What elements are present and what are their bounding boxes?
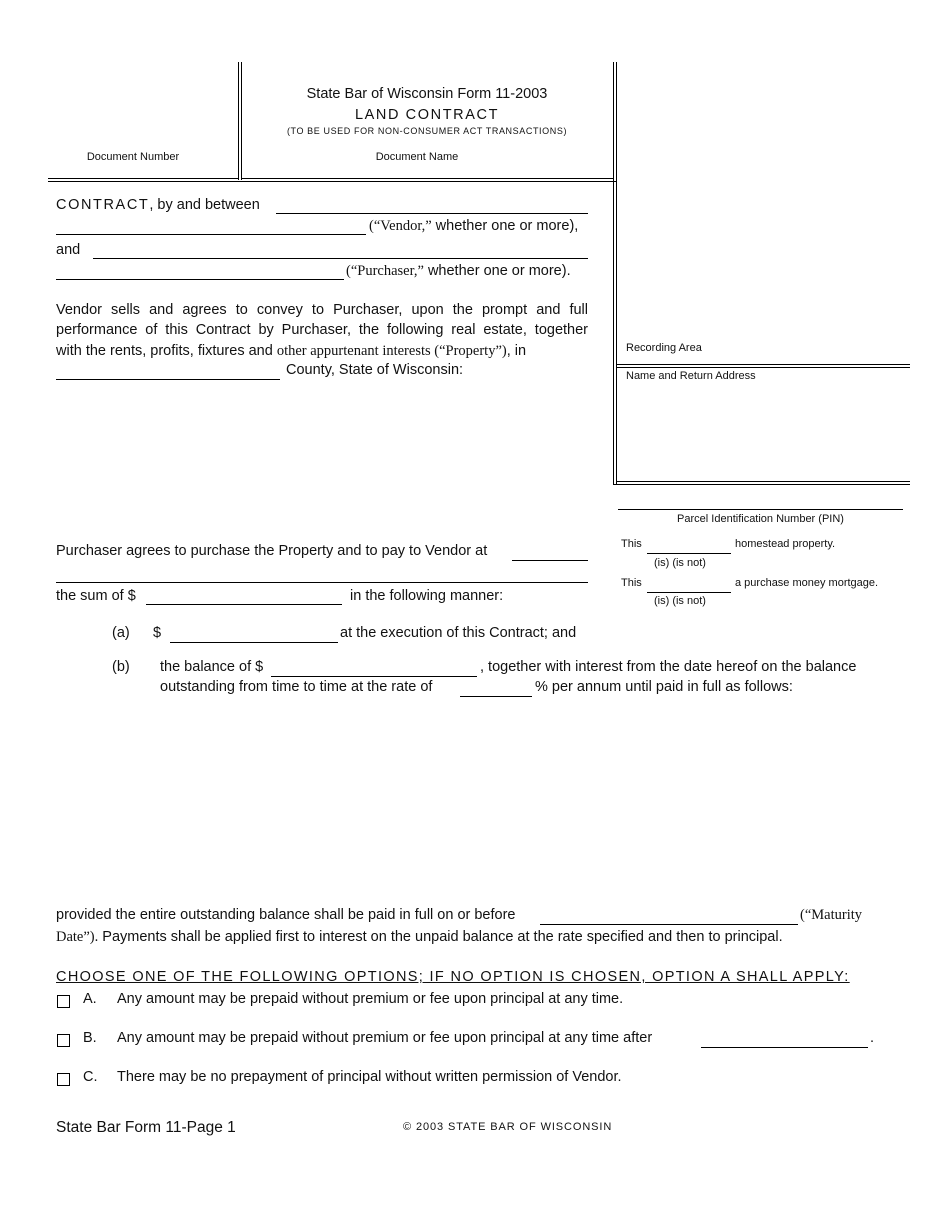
contract-word: CONTRACT <box>56 197 150 213</box>
name-return-label: Name and Return Address <box>626 370 756 382</box>
provided-text: provided the entire outstanding balance shall be paid in full on or before <box>56 907 516 923</box>
para1-line3c: , in <box>506 343 527 359</box>
maturity-tag: (“Maturity <box>800 907 863 923</box>
b-text3: outstanding from time to time at the rate of <box>160 679 433 695</box>
sum-field[interactable] <box>146 604 342 605</box>
payments-text: Payments shall be applied first to interest on the unpaid balance at the rate specified and then to principal. <box>98 929 783 945</box>
header-divider-4 <box>616 62 617 484</box>
recording-area-label: Recording Area <box>626 342 702 354</box>
footer-copyright: © 2003 STATE BAR OF WISCONSIN <box>403 1121 613 1133</box>
maturity-date-field[interactable] <box>540 924 798 925</box>
option-c-checkbox[interactable] <box>57 1073 70 1086</box>
vendor-rest: whether one or more), <box>431 218 579 234</box>
b-text2: , together with interest from the date hereof on the balance <box>480 659 857 675</box>
county-field[interactable] <box>56 379 280 380</box>
header-divider-3 <box>613 62 614 484</box>
option-a-label: A. <box>83 991 97 1007</box>
purchase-money-field[interactable] <box>647 592 731 593</box>
vendor-designation <box>369 218 578 235</box>
is-isnot-label-1: (is) (is not) <box>654 557 706 569</box>
is-isnot-label-2: (is) (is not) <box>654 595 706 607</box>
down-payment-field[interactable] <box>170 642 338 643</box>
this-label-1: This <box>621 538 642 550</box>
option-b-checkbox[interactable] <box>57 1034 70 1047</box>
purchaser-designation <box>346 263 571 280</box>
choose-heading: CHOOSE ONE OF THE FOLLOWING OPTIONS; IF NO OPTION IS CHOSEN, OPTION A SHALL APPLY: <box>56 969 850 985</box>
b-text4: % per annum until paid in full as follows: <box>535 679 793 695</box>
option-b-label: B. <box>83 1030 97 1046</box>
form-title: State Bar of Wisconsin Form 11-2003 <box>306 86 548 102</box>
a-text: at the execution of this Contract; and <box>340 625 577 641</box>
a-dollar: $ <box>153 625 162 641</box>
b-text1: the balance of $ <box>160 659 264 675</box>
purchaser-name-field-2[interactable] <box>56 279 344 280</box>
payments-line <box>56 929 783 946</box>
purchaser-tag: (“Purchaser,” <box>346 263 424 279</box>
recording-rule-1 <box>616 364 910 365</box>
para1-line3a: with the rents, profits, fixtures and <box>56 343 277 359</box>
homestead-field[interactable] <box>647 553 731 554</box>
pin-label: Parcel Identification Number (PIN) <box>677 513 844 525</box>
payment-location-field-1[interactable] <box>512 560 588 561</box>
recording-rule-2 <box>616 367 910 368</box>
purchase-money-label: a purchase money mortgage. <box>735 577 879 589</box>
option-a-checkbox[interactable] <box>57 995 70 1008</box>
b-label: (b) <box>112 659 130 675</box>
return-box-bottom-1 <box>616 481 910 482</box>
purchaser-agrees: Purchaser agrees to purchase the Property and to pay to Vendor at <box>56 543 488 559</box>
doc-name-label: Document Name <box>375 151 459 163</box>
purchaser-rest: whether one or more). <box>423 263 571 279</box>
doc-subtitle: (TO BE USED FOR NON-CONSUMER ACT TRANSACTIONS) <box>286 126 568 136</box>
by-and-between: , by and between <box>149 197 260 213</box>
option-b-end: . <box>870 1030 875 1046</box>
option-b-text: Any amount may be prepaid without premium or fee upon principal at any time after <box>117 1030 653 1046</box>
header-divider-1 <box>238 62 239 180</box>
payment-location-field-2[interactable] <box>56 582 588 583</box>
para1-line1: Vendor sells and agrees to convey to Purchaser, upon the prompt and full <box>56 302 588 318</box>
balance-field[interactable] <box>271 676 477 677</box>
date-word: Date”). <box>56 929 99 945</box>
and-label: and <box>56 242 81 258</box>
header-left-rule <box>48 178 238 179</box>
option-a-text: Any amount may be prepaid without premium or fee upon principal at any time. <box>117 991 624 1007</box>
doc-number-label: Document Number <box>86 151 180 163</box>
pin-line <box>618 509 903 510</box>
para1-line2: performance of this Contract by Purchaser, the following real estate, together <box>56 322 588 338</box>
header-mid-rule <box>241 178 613 179</box>
sum-of-label: the sum of $ <box>56 588 136 604</box>
homestead-label: homestead property. <box>735 538 836 550</box>
header-bottom-rule <box>48 181 616 182</box>
purchaser-name-field-1[interactable] <box>93 258 588 259</box>
vendor-name-field-1[interactable] <box>276 213 588 214</box>
prepayment-date-field[interactable] <box>701 1047 868 1048</box>
para1-line3b: other appurtenant interests (“Property”) <box>276 343 507 359</box>
this-label-2: This <box>621 577 642 589</box>
following-manner: in the following manner: <box>350 588 504 604</box>
option-c-text: There may be no prepayment of principal without written permission of Vendor. <box>117 1069 622 1085</box>
doc-title: LAND CONTRACT <box>354 107 500 123</box>
vendor-tag: (“Vendor,” <box>369 218 432 234</box>
option-c-label: C. <box>83 1069 98 1085</box>
interest-rate-field[interactable] <box>460 696 532 697</box>
return-box-bottom-2 <box>613 484 910 485</box>
para1-line3 <box>56 343 526 360</box>
footer-page-label: State Bar Form 11-Page 1 <box>56 1119 236 1136</box>
contract-opening <box>56 197 260 213</box>
vendor-name-field-2[interactable] <box>56 234 366 235</box>
a-label: (a) <box>112 625 130 641</box>
county-label: County, State of Wisconsin: <box>286 362 464 378</box>
